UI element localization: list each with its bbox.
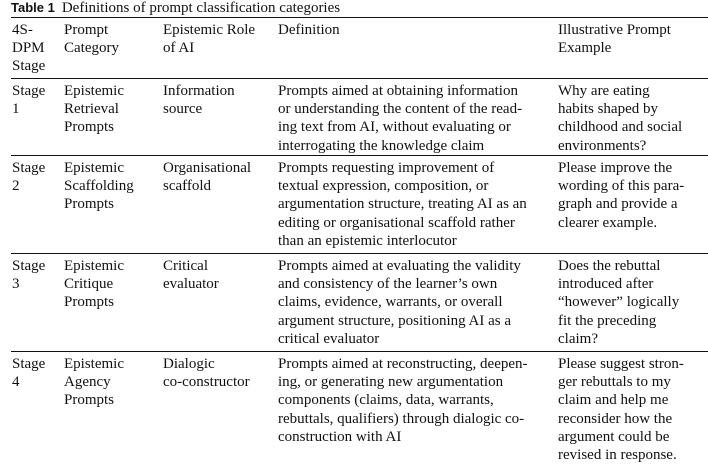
cell-line: Epistemic [64, 83, 124, 99]
row-4-stage [12, 355, 45, 391]
cell-line: Scaffolding [64, 178, 134, 195]
cell-line: Prompts aimed at obtaining information [278, 83, 518, 99]
row-3-definition [278, 257, 521, 348]
cell-line: Why are eating [558, 83, 650, 99]
rule-top [11, 17, 708, 18]
rule-row-2 [11, 253, 708, 254]
row-3-category [64, 257, 124, 312]
cell-line: argument could be [558, 428, 670, 445]
cell-line: Stage [12, 160, 46, 176]
cell-line: clearer example. [558, 214, 658, 231]
row-3-role [163, 257, 219, 293]
row-1-definition [278, 82, 522, 155]
cell-line: Agency [64, 374, 111, 391]
cell-line: construction with AI [278, 428, 402, 445]
cell-line: childhood and social [558, 119, 683, 136]
row-2-definition [278, 159, 527, 250]
cell-line: Prompts aimed at reconstructing, deepen- [278, 356, 528, 372]
cell-line: 4 [12, 374, 20, 391]
cell-line: Category [64, 40, 119, 57]
cell-line: claims, evidence, warrants, or overall [278, 294, 503, 311]
cell-line: Epistemic [64, 356, 124, 372]
cell-line: Stage [12, 258, 46, 274]
cell-line: Prompts [64, 392, 115, 409]
cell-line: Epistemic Role [163, 22, 256, 38]
row-3-stage [12, 257, 45, 293]
cell-line: Prompt [64, 22, 109, 38]
cell-line: Prompts [64, 119, 115, 136]
cell-line: critical evaluator [278, 330, 380, 347]
cell-line: habits shaped by [558, 101, 658, 118]
table-label: Table 1 [11, 0, 55, 15]
cell-line: interrogating the knowledge claim [278, 137, 485, 154]
cell-line: 2 [12, 178, 20, 195]
cell-line: Information [163, 83, 235, 99]
cell-line: Retrieval [64, 101, 119, 118]
cell-line: or understanding the content of the read- [278, 101, 523, 118]
cell-line: DPM [12, 40, 45, 57]
cell-line: ing, or generating new argumentation [278, 374, 504, 391]
cell-line: Example [558, 40, 612, 57]
cell-line: evaluator [163, 276, 219, 293]
cell-line: wording of this para- [558, 178, 685, 195]
header-definition [278, 21, 340, 39]
cell-line: Does the rebuttal [558, 258, 661, 274]
row-4-example [558, 355, 684, 464]
header-category [64, 21, 119, 57]
cell-line: argument structure, positioning AI as a [278, 312, 512, 329]
cell-line: Critical [163, 258, 208, 274]
cell-line: rebuttals, qualifiers) through dialogic co- [278, 410, 525, 427]
cell-line: ger rebuttals to my [558, 374, 671, 391]
cell-line: source [163, 101, 203, 118]
cell-line: Stage [12, 356, 46, 372]
header-example [558, 21, 671, 57]
row-4-definition [278, 355, 528, 446]
cell-line: components (claims, data, warrants, [278, 392, 494, 409]
cell-line: Epistemic [64, 160, 124, 176]
cell-line: 1 [12, 101, 20, 118]
cell-line: and consistency of the learner’s own [278, 276, 498, 293]
cell-line: editing or organisational scaffold rather [278, 214, 515, 231]
cell-line: Prompts requesting improvement of [278, 160, 495, 176]
cell-line: Stage [12, 58, 46, 75]
row-1-example [558, 82, 682, 155]
cell-line: fit the preceding [558, 312, 657, 329]
cell-line: 3 [12, 276, 20, 293]
cell-line: ing text from AI, without evaluating or [278, 119, 511, 136]
cell-line: claim? [558, 330, 598, 347]
cell-line: claim and help me [558, 392, 669, 409]
cell-line: Dialogic [163, 356, 215, 372]
rule-header [11, 78, 708, 79]
cell-line: Prompts [64, 196, 115, 213]
rule-row-1 [11, 155, 708, 156]
cell-line: Definition [278, 22, 340, 38]
row-3-example [558, 257, 679, 348]
cell-line: Prompts aimed at evaluating the validity [278, 258, 521, 274]
cell-line: of AI [163, 40, 195, 57]
table-title: Definitions of prompt classification categories [61, 0, 341, 16]
cell-line: “however” logically [558, 294, 680, 311]
cell-line: Prompts [64, 294, 115, 311]
cell-line: Epistemic [64, 258, 124, 274]
row-1-category [64, 82, 124, 137]
row-2-category [64, 159, 134, 214]
cell-line: argumentation structure, treating AI as an [278, 196, 527, 213]
cell-line: textual expression, composition, or [278, 178, 489, 195]
row-2-role [163, 159, 251, 195]
cell-line: 4S- [12, 22, 33, 38]
cell-line: Illustrative Prompt [558, 22, 671, 38]
row-4-category [64, 355, 124, 410]
cell-line: scaffold [163, 178, 212, 195]
cell-line: environments? [558, 137, 647, 154]
cell-line: Critique [64, 276, 114, 293]
row-1-role [163, 82, 235, 118]
row-2-example [558, 159, 684, 232]
cell-line: Stage [12, 83, 46, 99]
row-2-stage [12, 159, 45, 195]
cell-line: Please suggest stron- [558, 356, 684, 372]
cell-line: graph and provide a [558, 196, 678, 213]
cell-line: reconsider how the [558, 410, 673, 427]
table-caption [11, 0, 340, 17]
cell-line: revised in response. [558, 447, 677, 464]
header-role [163, 21, 255, 57]
rule-row-3 [11, 351, 708, 352]
cell-line: introduced after [558, 276, 654, 293]
row-1-stage [12, 82, 45, 118]
cell-line: than an epistemic interlocutor [278, 232, 457, 249]
row-4-role [163, 355, 250, 391]
cell-line: co-constructor [163, 374, 250, 391]
cell-line: Organisational [163, 160, 252, 176]
header-stage [12, 21, 45, 76]
cell-line: Please improve the [558, 160, 673, 176]
